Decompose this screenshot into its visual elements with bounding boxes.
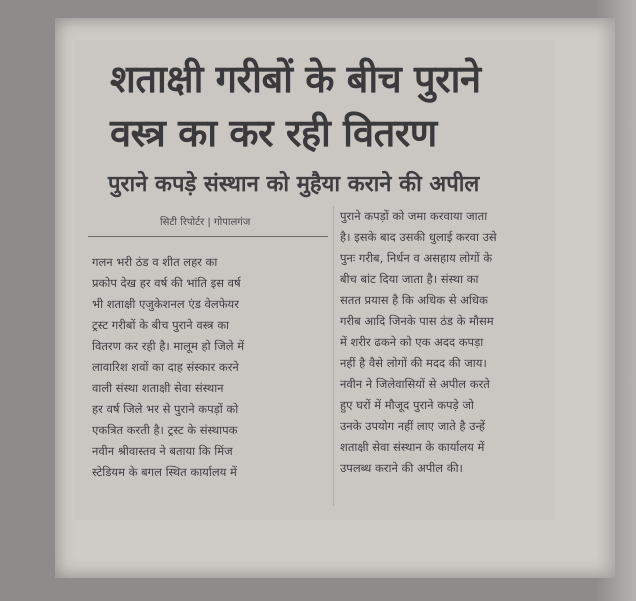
text-line: गलन भरी ठंड व शीत लहर का xyxy=(92,255,218,269)
text-line: हर वर्ष जिले भर से पुराने कपड़ों को xyxy=(92,402,239,416)
text-line: पुराने कपड़ों को जमा करवाया जाता xyxy=(340,209,488,223)
text-line: में शरीर ढकने को एक अदद कपड़ा xyxy=(340,335,484,349)
text-line: भी शताक्षी एजुकेशनल एंड वेलफेयर xyxy=(92,297,239,311)
text-line: है। इसके बाद उसकी धुलाई करवा उसे xyxy=(340,230,497,244)
text-line: नवीन श्रीवास्तव ने बताया कि मिंज xyxy=(92,444,233,458)
text-line: स्टेडियम के बगल स्थित कार्यालय में xyxy=(92,465,237,479)
text-line: लावारिश शवों का दाह संस्कार करने xyxy=(92,360,239,374)
left-column xyxy=(92,252,332,483)
article-headline xyxy=(110,52,530,160)
headline-line: वस्त्र का कर रही वितरण xyxy=(110,111,437,155)
text-line: बीच बांट दिया जाता है। संस्था का xyxy=(340,272,479,286)
column-divider xyxy=(333,206,334,506)
text-line: उनके उपयोग नहीं लाए जाते है उन्हें xyxy=(340,419,486,433)
right-column xyxy=(340,206,566,479)
text-line: पुनः गरीब, निर्धन व असहाय लोगों के xyxy=(340,251,493,265)
text-line: नवीन ने जिलेवासियों से अपील करते xyxy=(340,377,490,391)
text-line: गरीब आदि जिनके पास ठंड के मौसम xyxy=(340,314,494,328)
headline-line: शताक्षी गरीबों के बीच पुराने xyxy=(110,57,481,101)
text-line: सतत प्रयास है कि अधिक से अधिक xyxy=(340,293,488,307)
text-line: नहीं है वैसे लोगों की मदद की जाय। xyxy=(340,356,487,370)
text-line: वितरण कर रही है। मालूम हो जिले में xyxy=(92,339,245,353)
text-line: उपलब्ध कराने की अपील की। xyxy=(340,461,463,475)
article-subheadline: पुराने कपड़े संस्थान को मुहैया कराने की अपील xyxy=(108,172,480,197)
text-line: हुए घरों में मौजूद पुराने कपड़े जो xyxy=(340,398,474,412)
text-line: ट्रस्ट गरीबों के बीच पुराने वस्त्र का xyxy=(92,318,230,332)
page-edge-shadow xyxy=(596,0,636,601)
text-line: एकत्रित करती है। ट्रस्ट के संस्थापक xyxy=(92,423,238,437)
byline-rule xyxy=(88,236,328,237)
text-line: वाली संस्था शताक्षी सेवा संस्थान xyxy=(92,381,224,395)
text-line: प्रकोप देख हर वर्ष की भांति इस वर्ष xyxy=(92,276,241,290)
article-byline: सिटी रिपोर्टर | गोपालगंज xyxy=(160,217,251,228)
text-line: शताक्षी सेवा संस्थान के कार्यालय में xyxy=(340,440,485,454)
